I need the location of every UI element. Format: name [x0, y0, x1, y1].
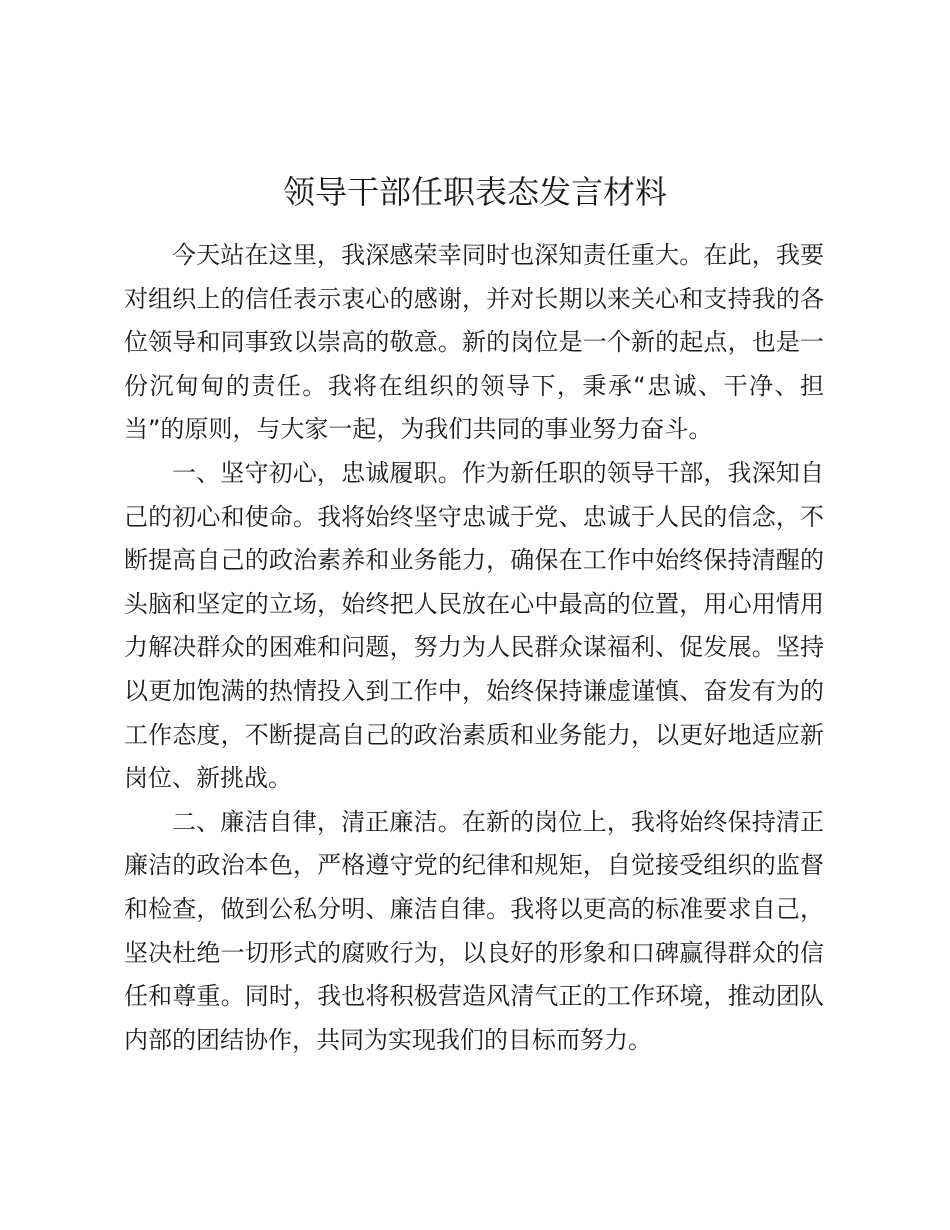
document-body — [124, 234, 824, 1062]
paragraph-section-1: 一、坚守初心，忠诚履职。作为新任职的领导干部，我深知自己的初心和使命。我将始终坚守忠诚于党、忠诚于人民的信念，不断提高自己的政治素养和业务能力，确保在工作中始终保持清醒的头脑和坚定的立场，始终把人民放在心中最高的位置，用心用情用力解决群众的困难和问题，努力为人民群众谋福利、促发展。坚持以更加饱满的热情投入到工作中，始终保持谦虚谨慎、奋发有为的工作态度，不断提高自己的政治素质和业务能力，以更好地适应新岗位、新挑战。 — [124, 458, 824, 793]
paragraph-intro: 今天站在这里，我深感荣幸同时也深知责任重大。在此，我要对组织上的信任表示衷心的感谢，并对长期以来关心和支持我的各位领导和同事致以崇高的敬意。新的岗位是一个新的起点，也是一份沉甸甸的责任。我将在组织的领导下，秉承“忠诚、干净、担当”的原则，与大家一起，为我们共同的事业努力奋斗。 — [124, 241, 824, 444]
paragraph-section-2: 二、廉洁自律，清正廉洁。在新的岗位上，我将始终保持清正廉洁的政治本色，严格遵守党的纪律和规矩，自觉接受组织的监督和检查，做到公私分明、廉洁自律。我将以更高的标准要求自己，坚决杜绝一切形式的腐败行为，以良好的形象和口碑赢得群众的信任和尊重。同时，我也将积极营造风清气正的工作环境，推动团队内部的团结协作，共同为实现我们的目标而努力。 — [124, 807, 824, 1054]
document-title: 领导干部任职表态发言材料 — [282, 173, 667, 211]
